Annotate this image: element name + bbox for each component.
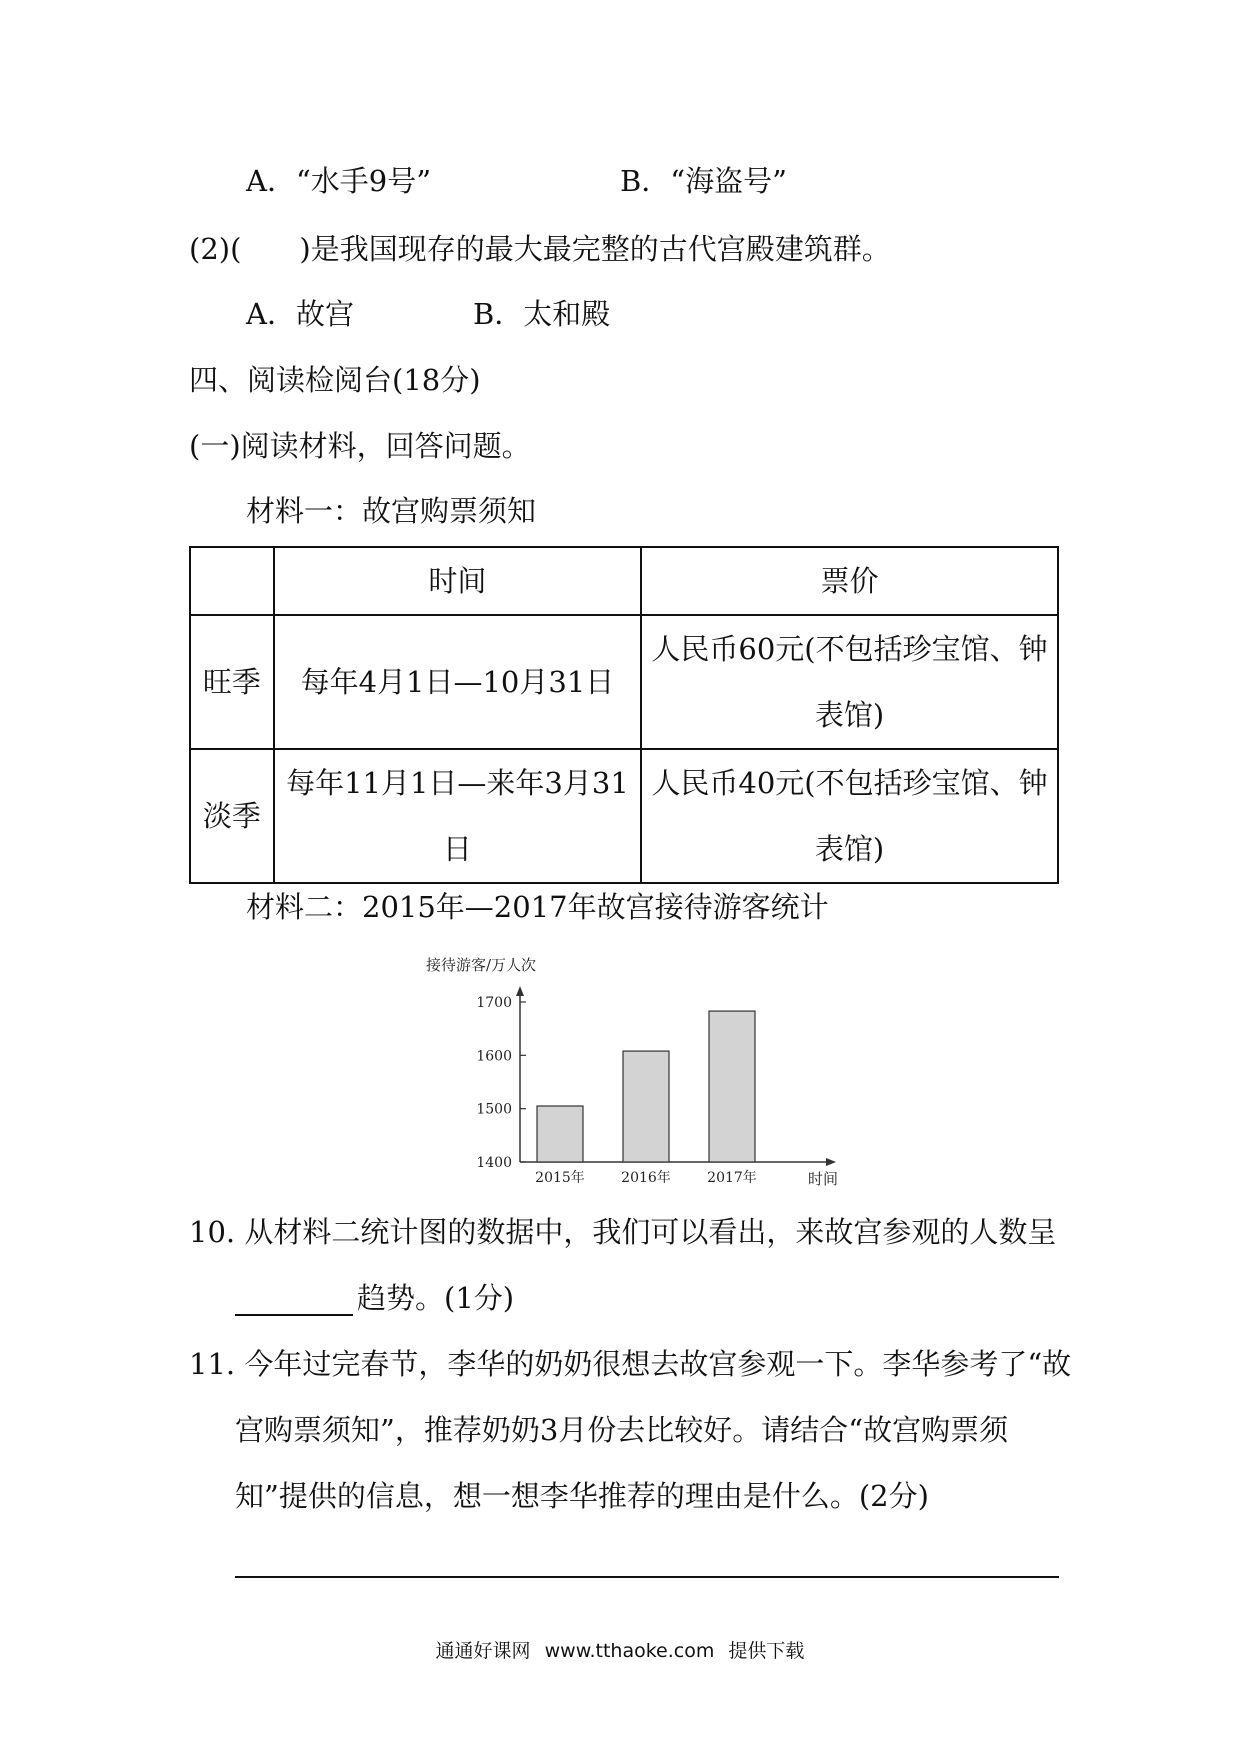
q1-option-a: A．“水手9号” <box>246 164 432 198</box>
table-header-row <box>190 547 1058 615</box>
part-title: (一)阅读材料，回答问题。 <box>189 429 531 463</box>
season-cell: 旺季 <box>190 615 274 749</box>
time-cell: 每年4月1日—10月31日 <box>274 615 641 749</box>
material1-title: 材料一：故宫购票须知 <box>246 494 537 528</box>
y-tick-label: 1700 <box>476 995 512 1011</box>
table-row <box>190 615 1058 749</box>
time-cell: 每年11月1日—来年3月31日 <box>274 749 641 883</box>
price-cell: 人民币60元(不包括珍宝馆、钟表馆) <box>641 615 1058 749</box>
answer-line[interactable] <box>235 1576 1059 1578</box>
visitor-bar-chart <box>420 950 860 1200</box>
x-tick-label: 2015年 <box>535 1170 585 1186</box>
footer <box>0 1636 1240 1663</box>
q11-line1: 11. 今年过完春节，李华的奶奶很想去故宫参观一下。李华参考了“故 <box>189 1347 1072 1381</box>
footer-url: www.tthaoke.com <box>544 1640 715 1662</box>
bar <box>537 1106 583 1162</box>
season-cell: 淡季 <box>190 749 274 883</box>
y-tick-label: 1400 <box>476 1155 512 1171</box>
q11-line3: 知”提供的信息，想一想李华推荐的理由是什么。(2分) <box>235 1479 929 1513</box>
x-axis-arrow <box>826 1158 836 1166</box>
x-tick-label: 2017年 <box>707 1170 757 1186</box>
q2-option-b: B．太和殿 <box>473 297 611 331</box>
table-header-cell: 时间 <box>274 547 641 615</box>
q2-option-a: A．故宫 <box>246 297 354 331</box>
q10-line2 <box>235 1281 514 1316</box>
y-axis-arrow <box>516 986 524 996</box>
y-tick-label: 1500 <box>476 1101 512 1118</box>
x-tick-label: 2016年 <box>621 1170 671 1186</box>
material2-title: 材料二：2015年—2017年故宫接待游客统计 <box>246 890 829 924</box>
q11-line2: 宫购票须知”，推荐奶奶3月份去比较好。请结合“故宫购票须 <box>235 1413 1009 1447</box>
q2-stem: (2)( )是我国现存的最大最完整的古代宫殿建筑群。 <box>189 232 891 266</box>
section-title: 四、阅读检阅台(18分) <box>189 363 481 397</box>
q10-line1: 10. 从材料二统计图的数据中，我们可以看出，来故宫参观的人数呈 <box>189 1215 1057 1249</box>
q10-tail: 趋势。(1分) <box>357 1281 515 1315</box>
table-header-cell: 票价 <box>641 547 1058 615</box>
y-axis-label: 接待游客/万人次 <box>426 956 537 974</box>
price-cell: 人民币40元(不包括珍宝馆、钟表馆) <box>641 749 1058 883</box>
footer-site: 通通好课网 <box>435 1640 531 1662</box>
bar <box>623 1051 669 1162</box>
answer-blank[interactable] <box>235 1284 353 1316</box>
table-row <box>190 749 1058 883</box>
bar <box>709 1011 755 1162</box>
ticket-table <box>189 546 1059 884</box>
footer-note: 提供下载 <box>728 1640 805 1662</box>
table-header-cell <box>190 547 274 615</box>
x-axis-label: 时间 <box>808 1170 839 1188</box>
q1-option-b: B．“海盗号” <box>620 164 787 198</box>
y-tick-label: 1600 <box>476 1048 512 1065</box>
